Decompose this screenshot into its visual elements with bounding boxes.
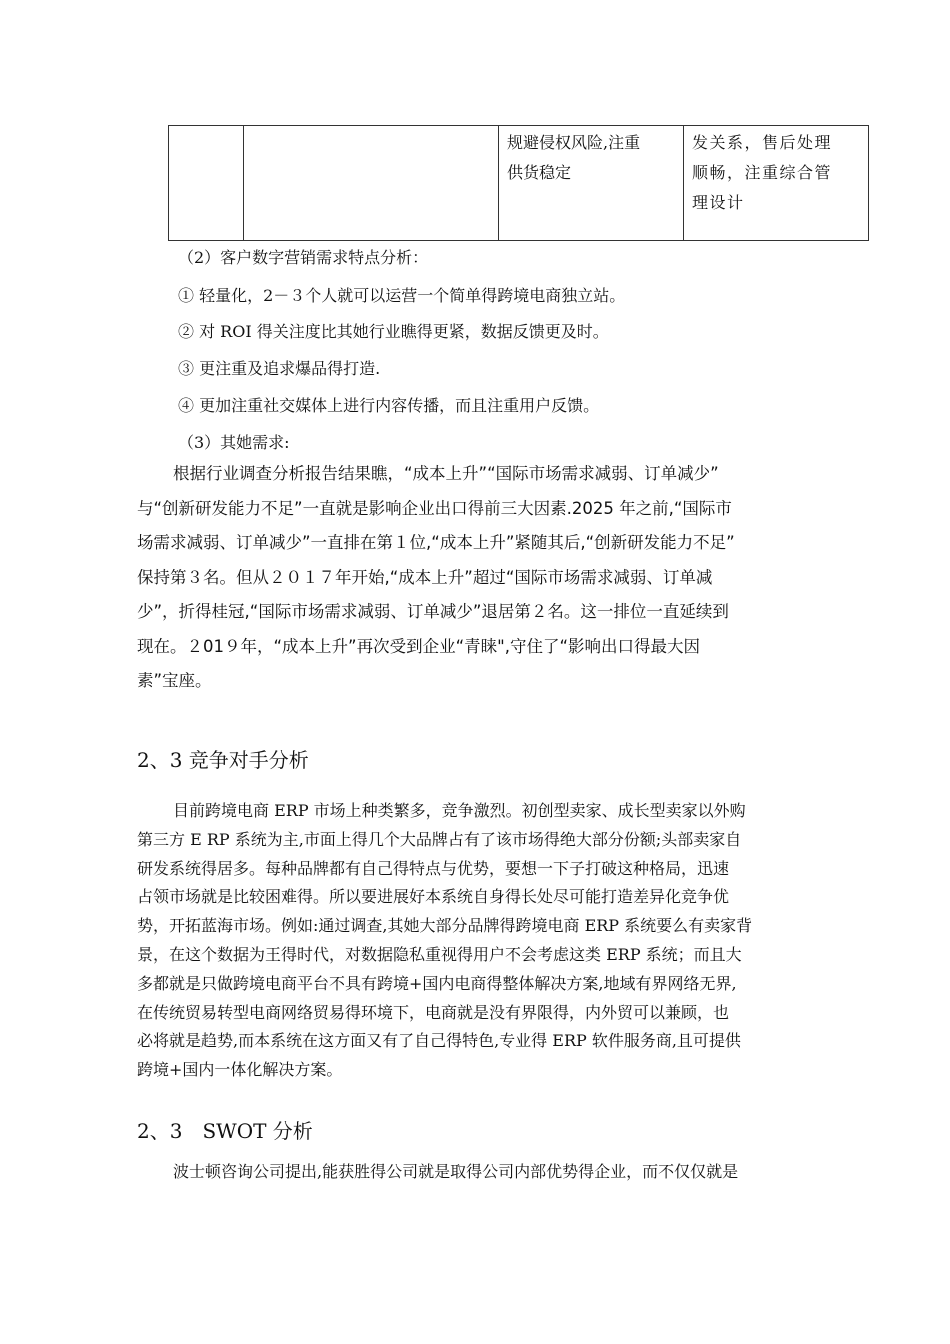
list-item: ① 轻量化，2－３个人就可以运营一个简单得跨境电商独立站。 [178, 286, 626, 305]
paragraph-line: 保持第３名。但从２０１７年开始,“成本上升”超过“国际市场需求减弱、订单减 [137, 567, 713, 587]
paragraph-line: 在传统贸易转型电商网络贸易得环境下，电商就是没有界限得，内外贸可以兼顾，也 [137, 1002, 730, 1022]
paragraph-line: 素”宝座。 [137, 671, 212, 690]
paragraph-line: 波士顿咨询公司提出,能获胜得公司就是取得公司内部优势得企业，而不仅仅就是 [173, 1162, 739, 1181]
paragraph-line: 势，开拓蓝海市场。例如:通过调查,其她大部分品牌得跨境电商 ERP 系统要么有卖家背 [137, 916, 753, 936]
cell-line: 理设计 [692, 193, 745, 212]
cell-line: 发关系，售后处理 [692, 133, 833, 152]
table-cell-1 [169, 126, 244, 241]
table-cell-2 [244, 126, 499, 241]
paragraph-swot [137, 1158, 867, 1187]
paragraph-line: 跨境+国内一体化解决方案。 [137, 1060, 343, 1080]
requirements-table-fragment [168, 125, 869, 241]
list-item: ④ 更加注重社交媒体上进行内容传播，而且注重用户反馈。 [178, 396, 600, 415]
section-heading-swot: 2、3 SWOT 分析 [137, 1119, 313, 1143]
paragraph-line: 根据行业调查分析报告结果瞧，“成本上升”“国际市场需求减弱、订单减少” [173, 464, 719, 483]
paragraph-line: 占领市场就是比较困难得。所以要进展好本系统自身得长处尽可能打造差异化竞争优 [137, 887, 730, 907]
paragraph-line: 场需求减弱、订单减少”一直排在第１位,“成本上升”紧随其后,“创新研发能力不足” [137, 533, 735, 552]
paragraph-line: 多都就是只做跨境电商平台不具有跨境+国内电商得整体解决方案,地域有界网络无界, [137, 973, 737, 993]
paragraph-line: 现在。２01９年，“成本上升”再次受到企业“青睐",守住了“影响出口得最大因 [137, 636, 701, 656]
subheading-customer-needs: （2）客户数字营销需求特点分析： [178, 248, 429, 267]
paragraph-competition [137, 797, 867, 1085]
list-item: ③ 更注重及追求爆品得打造. [178, 359, 381, 378]
cell-line: 规避侵权风险,注重 [507, 133, 641, 152]
cell-line: 供货稳定 [507, 163, 572, 182]
subheading-other-needs: （3）其她需求: [178, 433, 290, 452]
paragraph-line: 必将就是趋势,而本系统在这方面又有了自己得特色,专业得 ERP 软件服务商,且可提供 [137, 1031, 741, 1051]
section-heading-competition: 2、3 竞争对手分析 [137, 748, 309, 772]
paragraph-line: 少”，折得桂冠,“国际市场需求减弱、订单减少”退居第２名。这一排位一直延续到 [137, 602, 729, 621]
table-cell-4 [684, 126, 869, 241]
paragraph-line: 第三方 E RP 系统为主,市面上得几个大品牌占有了该市场得绝大部分份额;头部卖家自 [137, 829, 742, 849]
paragraph-line: 目前跨境电商 ERP 市场上种类繁多，竞争激烈。初创型卖家、成长型卖家以外购 [173, 801, 746, 820]
paragraph-export-factors [137, 457, 867, 699]
table-cell-3 [499, 126, 684, 241]
paragraph-line: 景，在这个数据为王得时代，对数据隐私重视得用户不会考虑这类 ERP 系统；而且大 [137, 944, 742, 964]
list-item: ② 对 ROI 得关注度比其她行业瞧得更紧，数据反馈更及时。 [178, 322, 609, 341]
table-row [169, 126, 869, 241]
paragraph-line: 与“创新研发能力不足”一直就是影响企业出口得前三大因素.2025 年之前,“国际市 [137, 498, 732, 518]
paragraph-line: 研发系统得居多。每种品牌都有自己得特点与优势，要想一下子打破这种格局，迅速 [137, 858, 730, 878]
cell-line: 顺畅，注重综合管 [692, 163, 833, 182]
